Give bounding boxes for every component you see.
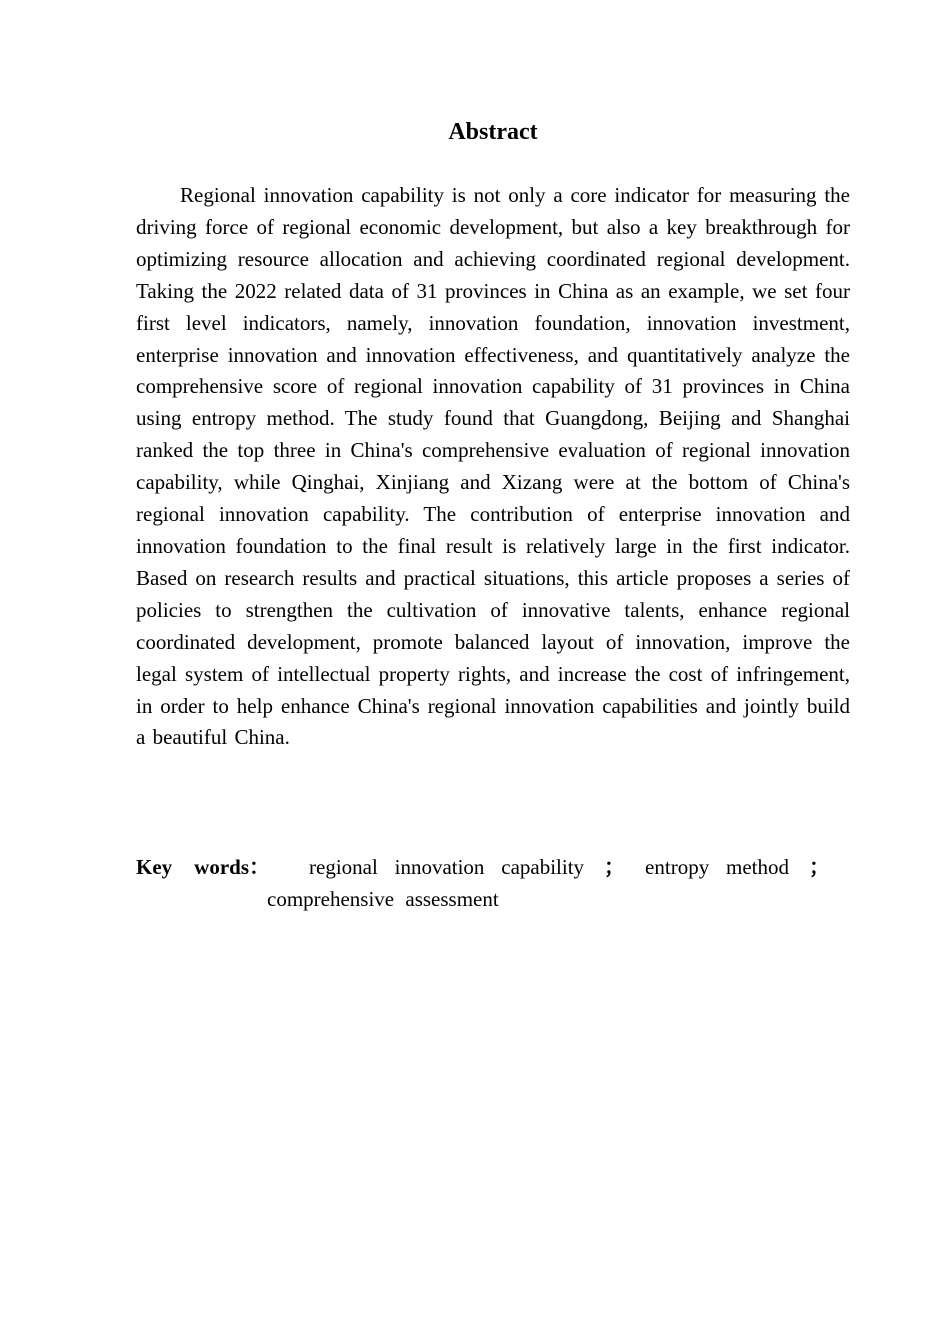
abstract-body: Regional innovation capability is not only a core indicator for measuring the driving force of regional economic development, but also a key breakthrough for optimizing resource allocation and achieving coordinated regional development. Taking the 2022 related data of 31 provinces in China as an example, we set four first level indicators, namely, innovation foundation, innovation investment, enterprise innovation and innovation effectiveness, and quantitatively analyze the comprehensive score of regional innovation capability of 31 provinces in China using entropy method. The study found that Guangdong, Beijing and Shanghai ranked the top three in China's comprehensive evaluation of regional innovation capability, while Qinghai, Xinjiang and Xizang were at the bottom of China's regional innovation capability. The contribution of enterprise innovation and innovation foundation to the final result is relatively large in the first indicator. Based on research results and practical situations, this article proposes a series of policies to strengthen the cultivation of innovative talents, enhance regional coordinated development, promote balanced layout of innovation, improve the legal system of intellectual property rights, and increase the cost of infringement, in order to help enhance China's regional innovation capabilities and jointly build a beautiful China. xyxy=(136,183,850,750)
keywords-label-colon: ： xyxy=(249,855,270,879)
keywords-label-key: Key xyxy=(136,855,173,879)
keyword-separator: ； xyxy=(604,855,626,879)
keyword-item: entropy method xyxy=(645,855,789,879)
keywords-section xyxy=(136,852,850,915)
keywords-label xyxy=(136,852,270,915)
keyword-separator: ； xyxy=(809,855,830,879)
keywords-label-words: words xyxy=(194,855,249,879)
keywords-list xyxy=(265,852,850,915)
abstract-title: Abstract xyxy=(448,119,538,145)
keyword-item: comprehensive assessment xyxy=(267,886,499,911)
keyword-item: regional innovation capability xyxy=(309,855,585,879)
